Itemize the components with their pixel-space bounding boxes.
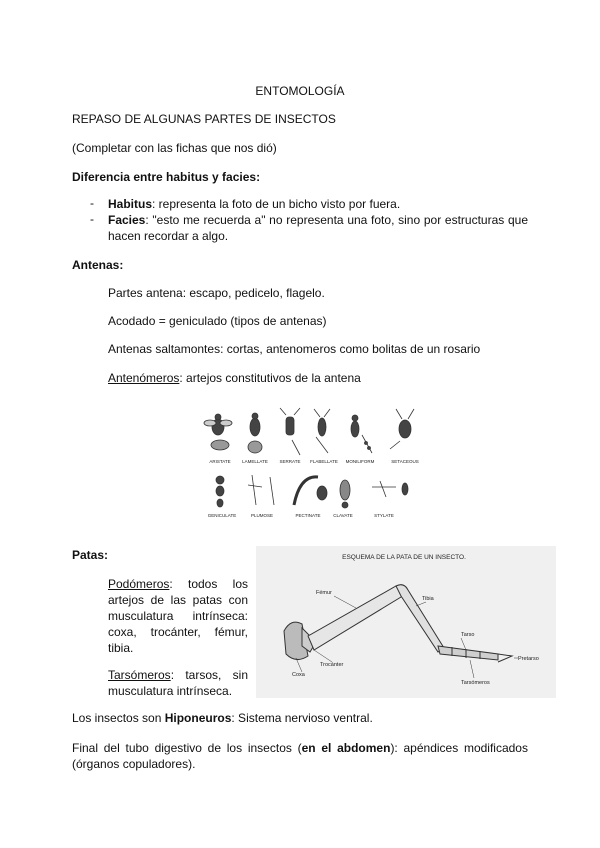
label-pretarso: Pretarso: [518, 656, 539, 662]
antenomeros-line: [108, 371, 361, 386]
label-stylate: STYLATE: [374, 513, 394, 518]
final-term: en el abdomen: [301, 741, 391, 755]
tarsomeros-term: Tarsómeros: [108, 668, 171, 682]
label-flabellate: FLABELLATE: [310, 459, 338, 464]
label-tarsomeros: Tarsómeros: [461, 680, 490, 686]
flabellate-beetle-icon: [314, 409, 330, 453]
serrate-beetle-icon: [280, 408, 300, 455]
antenomeros-text: : artejos constitutivos de la antena: [179, 371, 361, 385]
label-moniliform: MONILIFORM: [345, 459, 375, 464]
label-tibia: Tibia: [422, 596, 434, 602]
subtitle: REPASO DE ALGUNAS PARTES DE INSECTOS: [72, 112, 336, 126]
label-femur: Fémur: [316, 590, 332, 596]
final-paragraph: [72, 740, 528, 772]
antenomeros-term: Antenómeros: [108, 371, 180, 385]
label-geniculate: GENICULATE: [207, 513, 237, 518]
hiponeuros-line: [72, 711, 373, 726]
podomeros-term: Podómeros: [108, 577, 170, 591]
clavate-butterfly-icon: [340, 480, 350, 508]
aristate-fly-icon: [204, 414, 232, 450]
bullet-dash: -: [90, 196, 94, 210]
habitus-text: : representa la foto de un bicho visto por fuera.: [152, 197, 401, 211]
label-clavate: CLAVATE: [333, 513, 353, 518]
patas-heading: Patas:: [72, 548, 109, 562]
bullet-dash: -: [90, 212, 94, 226]
antena-saltamontes: Antenas saltamontes: cortas, antenomeros como bolitas de un rosario: [108, 342, 481, 356]
page-title: ENTOMOLOGÍA: [255, 84, 345, 98]
tarsomeros-paragraph: [108, 667, 248, 699]
habitus-heading: Diferencia entre habitus y facies:: [72, 170, 261, 184]
geniculate-ant-icon: [216, 476, 224, 507]
plumose-mosquito-icon: [248, 475, 274, 505]
facies-item: [108, 212, 528, 244]
antena-partes: Partes antena: escapo, pedicelo, flagelo.: [108, 286, 325, 300]
hiponeuros-post: : Sistema nervioso ventral.: [231, 711, 373, 725]
setaceous-bug-icon: [390, 409, 414, 449]
habitus-item: [108, 196, 528, 212]
facies-text: : "esto me recuerda a" no representa una foto, sino por estructuras que hacen recordar a algo.: [108, 213, 528, 243]
label-trocanter: Trocánter: [320, 662, 344, 668]
podomeros-paragraph: [108, 576, 248, 656]
moniliform-termite-icon: [351, 415, 372, 453]
hiponeuros-term: Hiponeuros: [164, 711, 232, 725]
antenna-types-figure: [200, 405, 430, 520]
label-coxa: Coxa: [292, 672, 305, 678]
final-post: ): apéndices modificados (órganos copuladores).: [72, 741, 528, 771]
lamellate-beetle-icon: [248, 413, 262, 453]
note: (Completar con las fichas que nos dió): [72, 141, 277, 155]
stylate-fly-icon: [372, 481, 408, 497]
podomeros-text: : todos los artejos de las patas con musculatura intrínseca: coxa, trocánter, fémur, tibia.: [108, 577, 248, 655]
label-pectinate: PECTINATE: [295, 513, 321, 518]
label-aristate: ARISTATE: [209, 459, 231, 464]
label-plumose: PLUMOSE: [250, 513, 274, 518]
label-setaceous: SETACEOUS: [391, 459, 419, 464]
habitus-term: Habitus: [108, 197, 153, 211]
final-pre: Final del tubo digestivo de los insectos (: [72, 741, 302, 755]
leg-schematic-figure: [256, 546, 556, 698]
hiponeuros-pre: Los insectos son: [72, 711, 165, 725]
label-lamellate: LAMELLATE: [242, 459, 268, 464]
tarsomeros-text: : tarsos, sin musculatura intrínseca.: [108, 668, 248, 698]
leg-figure-title: ESQUEMA DE LA PATA DE UN INSECTO.: [342, 554, 466, 561]
label-tarso: Tarso: [461, 632, 475, 638]
pectinate-moth-icon: [294, 477, 327, 505]
antenas-heading: Antenas:: [72, 258, 124, 272]
antena-acodado: Acodado = geniculado (tipos de antenas): [108, 314, 327, 328]
label-serrate: SERRATE: [279, 459, 301, 464]
facies-term: Facies: [108, 213, 146, 227]
